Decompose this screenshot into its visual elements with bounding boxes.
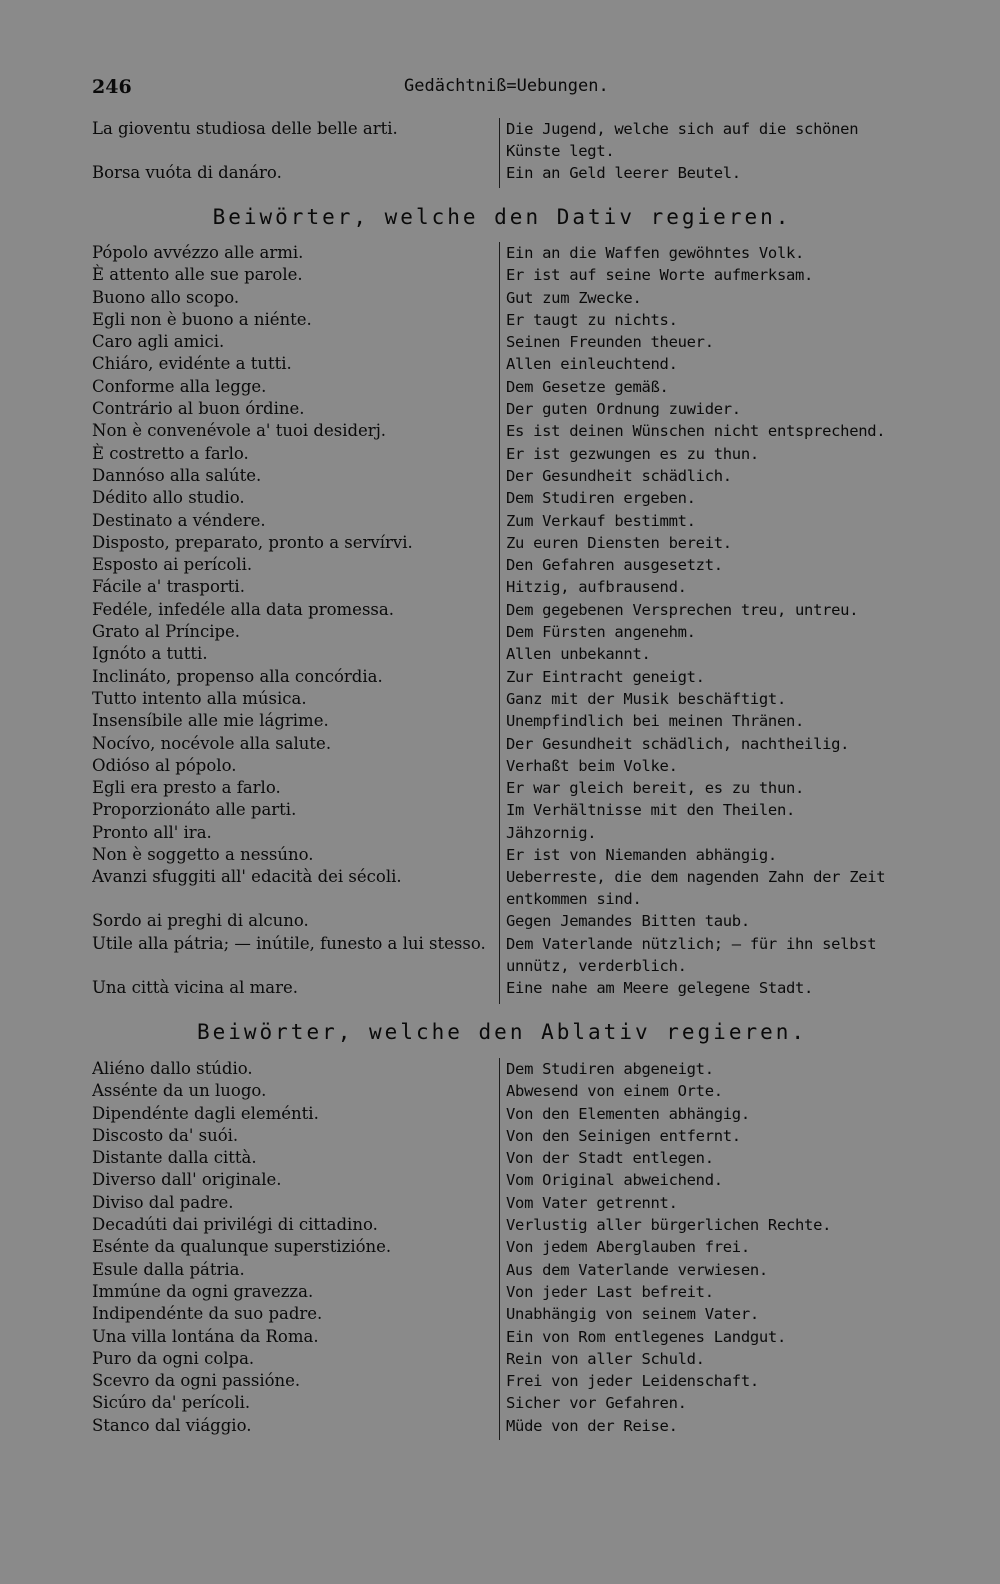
entry-row — [92, 1326, 932, 1348]
german-translation: Der Gesundheit schädlich. — [506, 466, 732, 485]
italian-phrase: Chiáro, evidénte a tutti. — [92, 354, 292, 374]
italian-phrase: Una città vicina al mare. — [92, 977, 299, 997]
section-title-dative: Beiwörter, welche den Dativ regieren. — [212, 205, 792, 229]
german-translation: Verlustig aller bürgerlichen Rechte. — [506, 1216, 832, 1235]
italian-phrase: Stanco dal viággio. — [92, 1415, 252, 1435]
entry-row — [92, 162, 932, 184]
entry-row — [92, 866, 932, 910]
running-title: Gedächtniß=Uebungen. — [404, 76, 609, 96]
column-divider — [499, 1058, 500, 1440]
german-translation: Hitzig, aufbrausend. — [506, 578, 687, 597]
entry-row — [92, 554, 932, 576]
entry-row — [92, 331, 932, 353]
italian-phrase: Odióso al pópolo. — [92, 755, 237, 775]
italian-phrase: Esénte da qualunque superstizióne. — [92, 1237, 392, 1257]
italian-phrase: Conforme alla legge. — [92, 376, 267, 396]
entry-row — [92, 1259, 932, 1281]
italian-phrase: Aliéno dallo stúdio. — [92, 1059, 253, 1078]
italian-phrase: Contrário al buon órdine. — [92, 399, 305, 419]
italian-phrase: Una villa lontána da Roma. — [92, 1326, 319, 1346]
german-translation: Dem Gesetze gemäß. — [506, 377, 669, 396]
german-translation: Gut zum Zwecke. — [506, 288, 642, 307]
column-divider — [499, 118, 500, 188]
italian-phrase: Esposto ai perícoli. — [92, 555, 253, 575]
german-translation: Frei von jeder Leidenschaft. — [506, 1372, 759, 1391]
german-translation: Ein an die Waffen gewöhntes Volk. — [506, 244, 805, 262]
entry-row — [92, 844, 932, 866]
italian-phrase: Pronto all' ira. — [92, 822, 212, 842]
german-translation: Er taugt zu nichts. — [506, 310, 678, 329]
italian-phrase: Indipendénte da suo padre. — [92, 1304, 323, 1324]
german-translation: Eine nahe am Meere gelegene Stadt. — [506, 978, 814, 997]
entry-row — [92, 822, 932, 844]
entry-row — [92, 755, 932, 777]
german-translation: Gegen Jemandes Bitten taub. — [506, 912, 750, 931]
german-translation: Der Gesundheit schädlich, nachtheilig. — [506, 734, 850, 753]
italian-phrase: Sordo ai preghi di alcuno. — [92, 911, 309, 931]
german-translation: Abwesend von einem Orte. — [506, 1082, 723, 1101]
italian-phrase: Grato al Príncipe. — [92, 622, 241, 642]
entry-row — [92, 1125, 932, 1147]
italian-phrase: Inclináto, propenso alla concórdia. — [92, 666, 383, 686]
german-translation: Ganz mit der Musik beschäftigt. — [506, 689, 786, 708]
german-translation: Es ist deinen Wünschen nicht entsprechend. — [506, 422, 886, 441]
italian-phrase: Immúne da ogni gravezza. — [92, 1281, 314, 1301]
entry-row — [92, 1303, 932, 1325]
entry-row — [92, 666, 932, 688]
entry-row — [92, 309, 932, 331]
italian-phrase: Nocívo, nocévole alla salute. — [92, 733, 332, 753]
german-translation: Dem Studiren ergeben. — [506, 489, 696, 508]
german-translation: Aus dem Vaterlande verwiesen. — [506, 1260, 768, 1279]
italian-phrase: È costretto a farlo. — [92, 443, 249, 463]
entry-row — [92, 353, 932, 375]
entry-row — [92, 1348, 932, 1370]
german-translation: Rein von aller Schuld. — [506, 1349, 705, 1368]
german-translation: Vom Vater getrennt. — [506, 1193, 678, 1212]
german-translation: Von den Seinigen entfernt. — [506, 1126, 741, 1145]
italian-phrase: Non è convenévole a' tuoi desiderj. — [92, 421, 387, 441]
german-translation: Vom Original abweichend. — [506, 1171, 723, 1190]
german-translation: Unabhängig von seinem Vater. — [506, 1305, 759, 1324]
entry-row — [92, 599, 932, 621]
entry-row — [92, 1370, 932, 1392]
entry-row — [92, 1236, 932, 1258]
german-translation: Zum Verkauf bestimmt. — [506, 511, 696, 530]
italian-phrase: Dédito allo studio. — [92, 488, 245, 508]
german-translation: Zur Eintracht geneigt. — [506, 667, 705, 686]
german-translation: Dem Fürsten angenehm. — [506, 623, 696, 642]
top-entries — [92, 118, 932, 184]
entry-row — [92, 777, 932, 799]
entry-row — [92, 933, 932, 977]
page-header — [92, 76, 612, 106]
italian-phrase: Caro agli amici. — [92, 332, 225, 352]
italian-phrase: Egli non è buono a niénte. — [92, 309, 312, 329]
italian-phrase: Fedéle, infedéle alla data promessa. — [92, 599, 394, 619]
page-number: 246 — [92, 76, 132, 98]
german-translation: Von den Elementen abhängig. — [506, 1104, 750, 1123]
italian-phrase: La gioventu studiosa delle belle arti. — [92, 119, 398, 138]
italian-phrase: Proporzionáto alle parti. — [92, 800, 297, 820]
german-translation: Den Gefahren ausgesetzt. — [506, 556, 723, 575]
entry-row — [92, 532, 932, 554]
german-translation: Dem Studiren abgeneigt. — [506, 1060, 714, 1078]
italian-phrase: Disposto, preparato, pronto a servírvi. — [92, 532, 413, 552]
german-translation: Dem Vaterlande nützlich; — für ihn selbst unnütz, verderblich. — [506, 934, 877, 975]
entry-row — [92, 910, 932, 932]
german-translation: Dem gegebenen Versprechen treu, untreu. — [506, 600, 859, 619]
italian-phrase: È attento alle sue parole. — [92, 265, 303, 285]
german-translation: Die Jugend, welche sich auf die schönen Künste legt. — [506, 120, 859, 160]
entry-row — [92, 1281, 932, 1303]
german-translation: Der guten Ordnung zuwider. — [506, 400, 741, 419]
german-translation: Im Verhältnisse mit den Theilen. — [506, 801, 796, 820]
italian-phrase: Ignóto a tutti. — [92, 644, 208, 664]
german-translation: Unempfindlich bei meinen Thränen. — [506, 712, 805, 731]
entry-row — [92, 643, 932, 665]
italian-phrase: Asséntе da un luogo. — [92, 1081, 267, 1101]
german-translation: Ein von Rom entlegenes Landgut. — [506, 1327, 786, 1346]
italian-phrase: Discosto da' suói. — [92, 1125, 239, 1145]
entry-row — [92, 118, 932, 162]
italian-phrase: Decadúti dai privilégi di cittadino. — [92, 1215, 378, 1235]
entry-row — [92, 1214, 932, 1236]
entry-row — [92, 576, 932, 598]
german-translation: Zu euren Diensten bereit. — [506, 533, 732, 552]
german-translation: Allen einleuchtend. — [506, 355, 678, 374]
entry-row — [92, 420, 932, 442]
german-translation: Allen unbekannt. — [506, 645, 651, 664]
italian-phrase: Utile alla pátria; — inútile, funesto a lui stesso. — [92, 933, 486, 953]
entry-row — [92, 1415, 932, 1437]
italian-phrase: Dannóso alla salúte. — [92, 465, 262, 485]
entry-row — [92, 510, 932, 532]
german-translation: Ueberreste, die dem nagenden Zahn der Zeit entkommen sind. — [506, 868, 886, 909]
entry-row — [92, 465, 932, 487]
german-translation: Von jedem Aberglauben frei. — [506, 1238, 750, 1257]
italian-phrase: Non è soggetto a nessúno. — [92, 845, 314, 865]
entry-row — [92, 1147, 932, 1169]
entry-row — [92, 710, 932, 732]
italian-phrase: Diverso dall' originale. — [92, 1170, 282, 1190]
entry-row — [92, 487, 932, 509]
entry-row — [92, 1192, 932, 1214]
italian-phrase: Distante dalla città. — [92, 1148, 257, 1168]
ablative-entries — [92, 1058, 932, 1437]
entry-row — [92, 242, 932, 264]
section-title-ablative: Beiwörter, welche den Ablativ regieren. — [196, 1020, 808, 1044]
entry-row — [92, 1103, 932, 1125]
entry-row — [92, 733, 932, 755]
italian-phrase: Destinato a véndere. — [92, 510, 266, 530]
dative-entries — [92, 242, 932, 999]
italian-phrase: Esule dalla pátria. — [92, 1259, 245, 1279]
german-translation: Er ist auf seine Worte aufmerksam. — [506, 266, 814, 285]
entry-row — [92, 1169, 932, 1191]
german-translation: Seinen Freunden theuer. — [506, 333, 714, 352]
german-translation: Er war gleich bereit, es zu thun. — [506, 779, 805, 798]
italian-phrase: Tutto intento alla música. — [92, 688, 307, 708]
german-translation: Er ist gezwungen es zu thun. — [506, 444, 759, 463]
entry-row — [92, 1080, 932, 1102]
german-translation: Jähzornig. — [506, 823, 597, 842]
italian-phrase: Insensíbile alle mie lágrime. — [92, 711, 329, 731]
entry-row — [92, 443, 932, 465]
german-translation: Ein an Geld leerer Beutel. — [506, 164, 741, 182]
italian-phrase: Pópolo avvézzo alle armi. — [92, 243, 304, 262]
entry-row — [92, 1058, 932, 1080]
italian-phrase: Buono allo scopo. — [92, 287, 240, 307]
column-divider — [499, 242, 500, 1004]
italian-phrase: Sicúro da' perícoli. — [92, 1393, 251, 1413]
italian-phrase: Avanzi sfuggiti all' edacità dei sécoli. — [92, 867, 402, 887]
entry-row — [92, 398, 932, 420]
italian-phrase: Puro da ogni colpa. — [92, 1348, 255, 1368]
german-translation: Er ist von Niemanden abhängig. — [506, 846, 777, 865]
italian-phrase: Fácile a' trasporti. — [92, 577, 245, 597]
entry-row — [92, 688, 932, 710]
entry-row — [92, 799, 932, 821]
entry-row — [92, 621, 932, 643]
entry-row — [92, 376, 932, 398]
entry-row — [92, 1392, 932, 1414]
german-translation: Von der Stadt entlegen. — [506, 1149, 714, 1168]
italian-phrase: Scevro da ogni passióne. — [92, 1371, 301, 1391]
german-translation: Verhaßt beim Volke. — [506, 756, 678, 775]
german-translation: Von jeder Last befreit. — [506, 1282, 714, 1301]
entry-row — [92, 287, 932, 309]
italian-phrase: Dipendénte dagli eleménti. — [92, 1103, 319, 1123]
german-translation: Sicher vor Gefahren. — [506, 1394, 687, 1413]
italian-phrase: Diviso dal padre. — [92, 1192, 234, 1212]
german-translation: Müde von der Reise. — [506, 1416, 678, 1435]
entry-row — [92, 977, 932, 999]
entry-row — [92, 264, 932, 286]
italian-phrase: Egli era presto a farlo. — [92, 778, 281, 798]
italian-phrase: Borsa vuóta di danáro. — [92, 163, 282, 182]
